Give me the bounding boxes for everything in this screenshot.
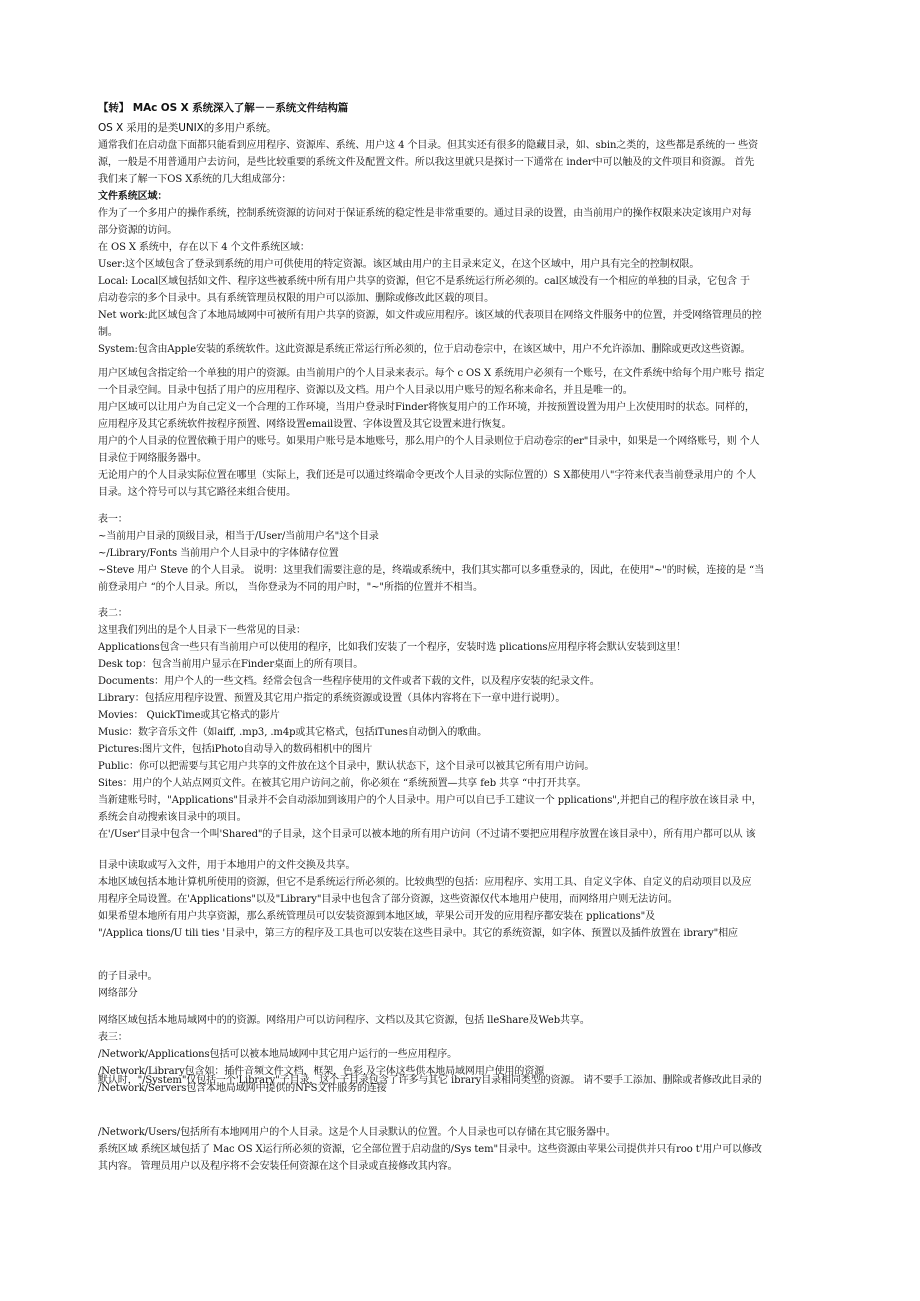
body-line: Desk top：包含当前用户显示在Finder桌面上的所有项目。 xyxy=(98,659,364,670)
body-line: 目录位于网络服务器中。 xyxy=(98,453,207,464)
body-line: 用户区域包含指定给一个单独的用户的资源。由当前用户的个人目录来表示。每个 c OS X 系统用户必须有一个账号，在文件系统中给每个用户账号 指定 xyxy=(98,368,765,379)
body-line: 默认时，"/System"仅包括一个'Library"子目录，这个子目录包含了许多与其它 ibrary目录相同类型的资源。 请不要手工添加、删除或者修改此目录的 xyxy=(98,1075,762,1086)
body-line: 用户的个人目录的位置依赖于用户的账号。如果用户账号是本地账号，那么用户的个人目录则位于启动卷宗的er"目录中，如果是一个网络账号，则 个人 xyxy=(98,436,760,447)
body-line: 无论用户的个人目录实际位置在哪里（实际上，我们还是可以通过终端命令更改个人目录的实际位置的）S X都使用八"字符来代表当前登录用户的 个人 xyxy=(98,470,757,481)
body-line: 目录。这个符号可以与其它路径来组合使用。 xyxy=(98,487,296,498)
body-line: 部分资源的访问。 xyxy=(98,225,178,236)
body-line: 表一： xyxy=(98,514,128,525)
body-line: 系统区域 系统区域包括了 Mac OS X运行所必须的资源，它全部位置于启动盘的/Sys tem"目录中。这些资源由苹果公司提供并只有roo t'用户可以修改 xyxy=(98,1144,762,1155)
body-line: 系统会自动搜索该目录中的项目。 xyxy=(98,812,247,823)
body-line: /Network/Applications包括可以被本地局域网中其它用户运行的一些应用程序。 xyxy=(98,1049,458,1060)
body-line: Public：你可以把需要与其它用户共享的文件放在这个目录中，默认状态下，这个目录可以被其它所有用户访问。 xyxy=(98,761,595,772)
body-line: /Network/Servers包含本地局域网中提供的NFS文件服务的连接 xyxy=(98,1083,387,1094)
body-line: 应用程序及其它系统软件按程序预置、网络设置email设置、字体设置及其它设置来进行恢复。 xyxy=(98,419,512,430)
body-line: /Network/Users/包括所有本地网用户的个人目录。这是个人目录默认的位置。个人目录也可以存储在其它服务器中。 xyxy=(98,1127,616,1138)
body-line: Music：数字音乐文件（如aiff, .mp3, .m4p或其它格式，包括iTunes自动倒入的歌曲。 xyxy=(98,727,487,738)
body-line: OS X 采用的是类UNIX的多用户系统。 xyxy=(98,122,277,134)
body-line: 表二： xyxy=(98,608,128,619)
body-line: 制。 xyxy=(98,327,118,338)
body-line: 网络部分 xyxy=(98,988,138,999)
body-line: ~当前用户目录的顶级目录，相当于/User/当前用户名"这个目录 xyxy=(98,531,379,542)
body-line: ~/Library/Fonts 当前用户个人目录中的字体储存位置 xyxy=(98,548,339,559)
body-line: 的子目录中。 xyxy=(98,971,158,982)
body-line: 一个目录空间。目录中包括了用户的应用程序、资源以及文档。用户个人目录以用户账号的短名称来命名，并且是唯一的。 xyxy=(98,385,633,396)
body-line: 表三： xyxy=(98,1032,128,1043)
body-line: 用户区域可以让用户为自己定义一个合理的工作环境，当用户登录时Finder将恢复用户的工作环境，并按预置设置为用户上次使用时的状态。同样的， xyxy=(98,402,755,413)
document-title: 【转】 MAc OS X 系统深入了解－－系统文件结构篇 xyxy=(98,102,349,114)
body-line: 本地区域包括本地计算机所使用的资源，但它不是系统运行所必须的。比较典型的包括：应用程序、实用工具、自定义字体、自定义的启动项目以及应 xyxy=(98,877,752,888)
body-line: 用程序全局设置。在'Applications"以及"Library"目录中也包含了部分资源，这些资源仅代本地用户使用，而网络用户则无法访问。 xyxy=(98,894,678,905)
body-line: 启动卷宗的多个目录中。具有系统管理员权限的用户可以添加、删除或修改此区载的项目。 xyxy=(98,293,494,304)
body-line: Net work:此区域包含了本地局域网中可被所有用户共享的资源，如文件或应用程序。该区域的代表项目在网络文件服务中的位置，并受网络管理员的控 xyxy=(98,310,762,321)
body-line: 如果希望本地所有用户共享资源，那么系统管理员可以安装资源到本地区域，苹果公司开发的应用程序都安装在 pplications"及 xyxy=(98,911,656,922)
body-line: "/Applica tions/U tili ties '目录中，第三方的程序及工具也可以安装在这些目录中。其它的系统资源，如字体、预置以及插件放置在 ibrary"相应 xyxy=(98,928,738,939)
body-line: User:这个区域包含了登录到系统的用户可供使用的特定资源。该区域由用户的主目录来定义，在这个区域中，用户具有完全的控制权限。 xyxy=(98,259,700,270)
body-line: 文件系统区域： xyxy=(98,191,168,202)
body-line: 当新建账号时，"Applications"目录并不会自动添加到该用户的个人目录中。用户可以自已手工建议一个 pplications",并把自己的程序放在该目录 中， xyxy=(98,795,762,806)
body-line: System:包含由Apple安装的系统软件。这此资源是系统正常运行所必须的，位于启动卷宗中，在该区域中，用户不允许添加、删除或更改这些资源。 xyxy=(98,344,751,355)
body-line: 作为了一个多用户的操作系统，控制系统资源的访问对于保证系统的稳定性是非常重要的。通过目录的设置，由当前用户的操作权限来决定该用户对每 xyxy=(98,208,752,219)
body-line: Documents：用户个人的一些文档。经常会包含一些程序使用的文件或者下载的文件，以及程序安装的纪录文件。 xyxy=(98,676,600,687)
body-line: Local: Local区域包括如文件、程序这些被系统中所有用户共享的资源，但它不是系统运行所必须的。cal区域没有一个相应的单独的目录，它包含 于 xyxy=(98,276,750,287)
body-line: 在'/User'目录中包含一个叫'Shared"的子目录，这个目录可以被本地的所有用户访问（不过请不要把应用程序放置在该目录中），所有用户都可以从 该 xyxy=(98,829,756,840)
body-line: Applications包含一些只有当前用户可以使用的程序，比如我们安装了一个程序，安装时选 plications应用程序将会默认安装到这里！ xyxy=(98,642,687,653)
body-line: 这里我们列出的是个人目录下一些常见的目录： xyxy=(98,625,306,636)
body-line: /Network/Library包含如：插件音频文件文档，框架，色彩,及字体这些供本地局域网用户使用的资源 xyxy=(98,1066,545,1077)
body-line: Sites：用户的个人站点网页文件。在被其它用户访问之前，你必须在 “系统预置—共享 feb 共享 “中打开共享。 xyxy=(98,778,587,789)
body-line: 在 OS X 系统中，存在以下 4 个文件系统区域： xyxy=(98,242,310,253)
body-line: Pictures:图片文件，包括iPhoto自动导入的数码相机中的图片 xyxy=(98,744,373,755)
body-line: Movies： QuickTime或其它格式的影片 xyxy=(98,710,280,721)
body-line: Library：包括应用程序设置、预置及其它用户指定的系统资源或设置（具体内容将在下一章中进行说明）。 xyxy=(98,693,566,704)
body-line: 源，一般是不用普通用户去访问，是些比较重要的系统文件及配置文件。所以我这里就只是探讨一下通常在 inder中可以触及的文件项目和资源。 首先 xyxy=(98,157,755,168)
body-line: 通常我们在启动盘下面都只能看到应用程序、资源库、系统、用户这 4 个目录。但其实还有很多的隐藏目录，如、sbin之类的，这些都是系统的一 些资 xyxy=(98,140,758,151)
body-line: 其内容。 管理员用户以及程序将不会安装任何资源在这个目录或直接修改其内容。 xyxy=(98,1161,458,1172)
body-line: 网络区域包括本地局域网中的的资源。网络用户可以访问程序、文档以及其它资源，包括 lleShare及Web共享。 xyxy=(98,1015,590,1026)
body-line: 前登录用户 “的个人目录。所以， 当你登录为不同的用户时，"~"所指的位置并不相当。 xyxy=(98,582,483,593)
body-line: 目录中读取或写入文件，用于本地用户的文件交换及共享。 xyxy=(98,860,356,871)
body-line: 我们来了解一下OS X系统的几大组成部分： xyxy=(98,174,292,185)
body-line: ~Steve 用户 Steve 的个人目录。 说明：这里我们需要注意的是，终端或系统中，我们其实都可以多重登录的，因此，在使用"~"的时候，连接的是 “当 xyxy=(98,565,764,576)
